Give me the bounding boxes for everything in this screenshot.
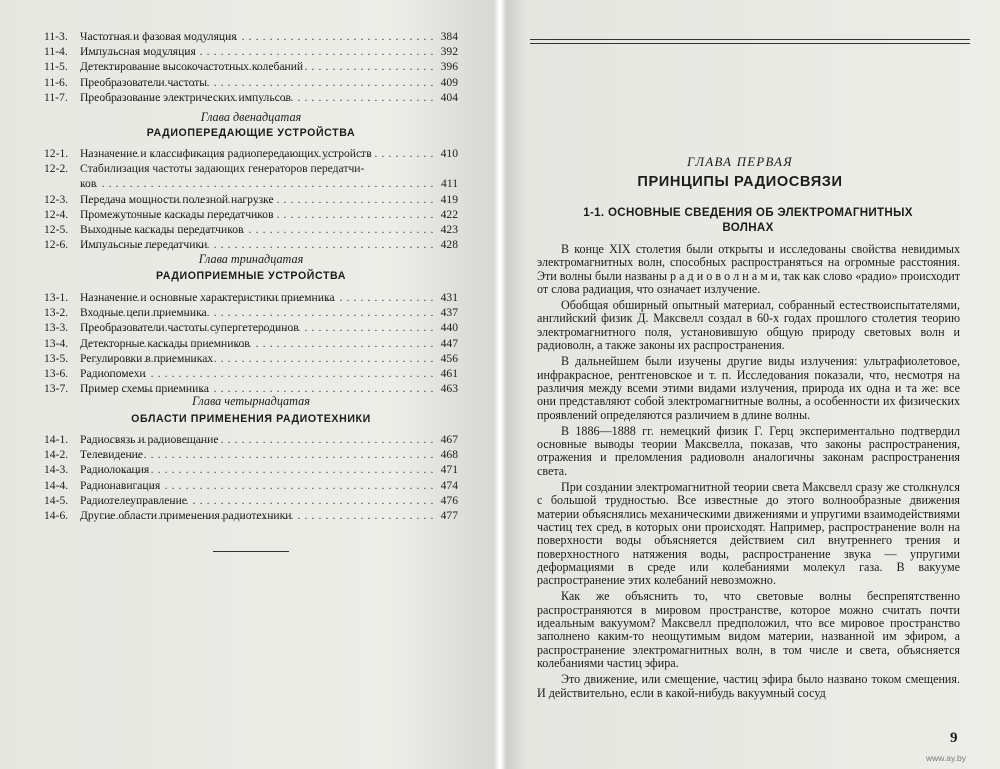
- chapter-label: ГЛАВА ПЕРВАЯ: [687, 155, 793, 169]
- toc-entry-title: Импульсная модуляция: [80, 45, 196, 59]
- toc-entry: [44, 447, 458, 462]
- toc-entry-page: 396: [440, 60, 458, 74]
- toc-entry: [44, 462, 458, 477]
- toc-entry-number: 14-1.: [44, 433, 69, 446]
- toc-entry-number: 14-3.: [44, 463, 69, 477]
- toc-entry: [44, 351, 458, 366]
- toc-entry-page: 477: [440, 508, 458, 522]
- section-title-line-2: ВОЛНАХ: [722, 221, 774, 234]
- toc-entry-number: 14-6.: [44, 508, 69, 522]
- toc-entry-number: 13-3.: [44, 321, 69, 335]
- toc-entry: [44, 59, 458, 74]
- section-title-line-1: 1-1. ОСНОВНЫЕ СВЕДЕНИЯ ОБ ЭЛЕКТРОМАГНИТНЫХ: [583, 206, 913, 219]
- top-rule: [530, 39, 970, 44]
- toc-entry-page: 456: [440, 351, 458, 365]
- body-text: [537, 243, 960, 703]
- toc-entry-page: 428: [440, 238, 458, 252]
- chapter-13-label: Глава тринадцатая: [198, 252, 304, 266]
- toc-entry-title-wrap: [80, 222, 434, 237]
- chapter-14-label: Глава четырнадцатая: [192, 394, 310, 408]
- toc-entry-page: 392: [440, 45, 458, 59]
- chapter-title: ПРИНЦИПЫ РАДИОСВЯЗИ: [637, 174, 843, 190]
- toc-entry: [44, 146, 458, 161]
- toc-entry-title-wrap: [80, 29, 434, 44]
- toc-entry-page: 471: [440, 463, 458, 477]
- paragraph: При создании электромагнитной теории света Максвелл сразу же столкнулся с большой трудностью. Все известные до этого волнообразные движения материи объяснялись механическими движениями и упругими взаимодействиями частиц тех сред, в которых они происходят. Например, распространение волн на поверхности воды объясняется действием сил внутреннего трения и поверхностного натяжения воды, распространение звука — упругими деформациями в среде или колебаниями молекул газа. В вакууме распространение этих колебаний невозможно.: [537, 480, 960, 588]
- toc-entry-page: 468: [440, 448, 458, 462]
- toc-entry-page: 410: [440, 147, 458, 160]
- paragraph: Как же объяснить то, что световые волны беспрепятственно распространяются в мировом пространстве, которое можно считать почти идеальным вакуумом? Максвелл предположил, что все мировое пространство заполнено каким-то неощутимым видом материи, названной им эфиром, а распространение электромагнитных волн, в том числе и света, объясняется колебаниями частиц эфира.: [537, 589, 960, 670]
- toc-entry-title: Радиосвязь и радиовещание: [80, 433, 219, 446]
- paragraph: Это движение, или смещение, частиц эфира было названо током смещения. И действительно, если в какой-нибудь вакуумный сосуд: [537, 672, 960, 700]
- toc-entry-title: Радионавигация: [80, 478, 161, 492]
- toc-entry-title-wrap: [80, 146, 434, 161]
- toc-entry-title: Импульсные передатчики: [80, 238, 208, 252]
- toc-entry-page: 411: [441, 177, 458, 191]
- toc-chapter-14-list: [44, 432, 458, 523]
- toc-entry-title: Детекторные каскады приемников: [80, 336, 250, 350]
- toc-entry-number: 13-6.: [44, 366, 69, 380]
- toc-entry-title: Телевидение: [80, 448, 143, 462]
- toc-entry: [44, 493, 458, 508]
- toc-entry-number: 13-1.: [44, 291, 69, 304]
- toc-entry-number: 14-4.: [44, 478, 69, 492]
- toc-entry-title-wrap: [80, 237, 434, 252]
- toc-entry-title-wrap: [80, 90, 434, 105]
- toc-entry-number: 13-2.: [44, 306, 69, 320]
- toc-entry-title-wrap: [80, 366, 434, 381]
- toc-entry-title: Радиотелеуправление: [80, 493, 187, 507]
- toc-entry: [44, 44, 458, 59]
- toc-entry-number: 11-3.: [44, 30, 68, 43]
- toc-entry-title-wrap: [80, 290, 434, 305]
- toc-entry-title: Преобразователи частоты супергетеродинов: [80, 321, 299, 335]
- toc-entry: [44, 336, 458, 351]
- toc-entry-title: Промежуточные каскады передатчиков: [80, 207, 274, 221]
- toc-entry-page: 467: [440, 433, 458, 446]
- toc-entry-title-wrap: [80, 462, 434, 477]
- toc-entry: [44, 432, 458, 447]
- toc-entry-number: 13-4.: [44, 336, 69, 350]
- toc-entry-number: 11-7.: [44, 90, 68, 104]
- toc-entry-title: Преобразователи частоты: [80, 75, 208, 89]
- toc-entry: [44, 207, 458, 222]
- toc-entry-number: 11-6.: [44, 75, 68, 89]
- toc-entry-title: Регулировки в приемниках: [80, 351, 214, 365]
- toc-entry-page: 422: [440, 207, 458, 221]
- toc-entry: [44, 366, 458, 381]
- toc-entry-title: Назначение и классификация радиопередающих устройств: [80, 147, 372, 160]
- paragraph: В 1886—1888 гг. немецкий физик Г. Герц экспериментально подтвердил основные выводы теории Максвелла, показав, что законы распространения, отражения и преломления радиоволн аналогичны законам распространения света.: [537, 423, 960, 478]
- toc-entry-title-wrap: [80, 176, 434, 191]
- toc-entry-title-wrap: [80, 161, 434, 176]
- toc-entry-title-wrap: [80, 44, 434, 59]
- toc-entry-title: Детектирование высокочастотных колебаний: [80, 60, 304, 74]
- toc-entry-page: 409: [440, 75, 458, 89]
- paragraph: В конце XIX столетия были открыты и исследованы свойства невидимых электромагнитных волн, способных распространяться на огромные расстояния. Эти волны были названы р а д и о в о л н а м и, так как слово «радио» происходит от слова радиация, что означает излучение.: [537, 242, 960, 296]
- toc-entry-title: Другие области применения радиотехники: [80, 508, 292, 522]
- toc-entry: [44, 90, 458, 105]
- watermark: www.ay.by: [926, 753, 966, 763]
- toc-entry-title-wrap: [80, 75, 434, 90]
- toc-entry-title: Стабилизация частоты задающих генераторов передатчи-: [80, 162, 365, 176]
- toc-entry: [44, 320, 458, 335]
- toc-entry: [44, 192, 458, 207]
- toc-entry-page: 404: [440, 90, 458, 104]
- toc-entry-number: 11-4.: [44, 45, 68, 59]
- toc-entry-title: Радиопомехи: [80, 366, 146, 380]
- toc-entry-title-wrap: [80, 192, 434, 207]
- toc-entry-title-wrap: [80, 320, 434, 335]
- toc-entry-title: Входные цепи приемника: [80, 306, 207, 320]
- toc-entry-title-wrap: [80, 447, 434, 462]
- toc-entry-page: 437: [440, 306, 458, 320]
- toc-entry: [44, 176, 458, 191]
- toc-entry-title: Выходные каскады передатчиков: [80, 222, 244, 236]
- toc-entry: [44, 305, 458, 320]
- toc-chapter-12-list: [44, 146, 458, 252]
- toc-entry-page: 419: [440, 192, 458, 206]
- toc-entry-number: 14-2.: [44, 448, 69, 462]
- toc-entry: [44, 237, 458, 252]
- toc-entry-title-wrap: [80, 508, 434, 523]
- toc-entry-number: 14-5.: [44, 493, 69, 507]
- toc-entry-number: 12-6.: [44, 238, 69, 252]
- book-gutter: [493, 0, 507, 769]
- toc-entry: [44, 478, 458, 493]
- toc-entry: [44, 29, 458, 44]
- toc-entry-number: 12-5.: [44, 222, 69, 236]
- toc-entry: [44, 75, 458, 90]
- toc-entry-title-wrap: [80, 478, 434, 493]
- toc-entry-page: 440: [440, 321, 458, 335]
- end-separator-line: [213, 551, 289, 552]
- toc-chapter-11-list: [44, 29, 458, 105]
- paragraph: Обобщая обширный опытный материал, собранный естествоиспытателями, английский физик Д. Максвелл создал в 60-х годах прошлого столетия теорию электромагнитного поля, установившую общую природу световых волн и радиоволн, а также законы их распространения.: [537, 298, 960, 353]
- toc-entry-number: 12-2.: [44, 162, 69, 176]
- chapter-12-label: Глава двенадцатая: [200, 110, 302, 124]
- toc-entry-number: 11-5.: [44, 60, 68, 74]
- toc-entry: [44, 161, 458, 176]
- toc-entry: [44, 508, 458, 523]
- toc-entry-number: 12-4.: [44, 207, 69, 221]
- chapter-13-title: РАДИОПРИЕМНЫЕ УСТРОЙСТВА: [155, 270, 347, 282]
- toc-entry-title: Радиолокация: [80, 463, 150, 477]
- toc-entry-title-wrap: [80, 207, 434, 222]
- toc-entry-title: Передача мощности полезной нагрузке: [80, 192, 274, 206]
- chapter-14-title: ОБЛАСТИ ПРИМЕНЕНИЯ РАДИОТЕХНИКИ: [131, 413, 371, 425]
- toc-chapter-13-list: [44, 290, 458, 396]
- toc-entry-title-wrap: [80, 336, 434, 351]
- toc-entry-page: 447: [440, 336, 458, 350]
- toc-entry-title: Частотная и фазовая модуляция: [80, 30, 237, 43]
- toc-entry-title-wrap: [80, 351, 434, 366]
- toc-entry-number: 13-5.: [44, 351, 69, 365]
- page-number: 9: [950, 730, 958, 746]
- toc-entry-title-wrap: [80, 305, 434, 320]
- toc-entry: [44, 222, 458, 237]
- chapter-12-title: РАДИОПЕРЕДАЮЩИЕ УСТРОЙСТВА: [146, 127, 356, 139]
- toc-entry-page: 431: [440, 291, 458, 304]
- section-title: [548, 205, 948, 235]
- toc-entry-title: Преобразование электрических импульсов: [80, 90, 292, 104]
- toc-entry-page: 476: [440, 493, 458, 507]
- toc-entry-page: 463: [440, 382, 458, 396]
- toc-entry-page: 384: [440, 30, 458, 43]
- toc-entry-page: 474: [440, 478, 458, 492]
- toc-entry-title-wrap: [80, 59, 434, 74]
- toc-entry-title: Пример схемы приемника: [80, 382, 209, 396]
- toc-entry-page: 423: [440, 222, 458, 236]
- toc-entry-number: 12-3.: [44, 192, 69, 206]
- paragraph: В дальнейшем были изучены другие виды излучения: ультрафиолетовое, инфракрасное, рентгеновское и т. п. Исследования показали, что, несмотря на различия между всеми этими видами излучения, природа их одна и та же: все они представляют собой электромагнитные волны, а особенности их физических проявлений определяются различием в длине волны.: [537, 354, 960, 422]
- toc-entry-title: Назначение и основные характеристики приемника: [80, 291, 335, 304]
- toc-entry-title-wrap: [80, 432, 434, 447]
- toc-entry-title: ков: [80, 177, 97, 191]
- toc-entry-page: 461: [440, 366, 458, 380]
- toc-entry-number: 13-7.: [44, 382, 69, 396]
- toc-entry-title-wrap: [80, 493, 434, 508]
- toc-entry-number: 12-1.: [44, 147, 69, 160]
- toc-entry: [44, 290, 458, 305]
